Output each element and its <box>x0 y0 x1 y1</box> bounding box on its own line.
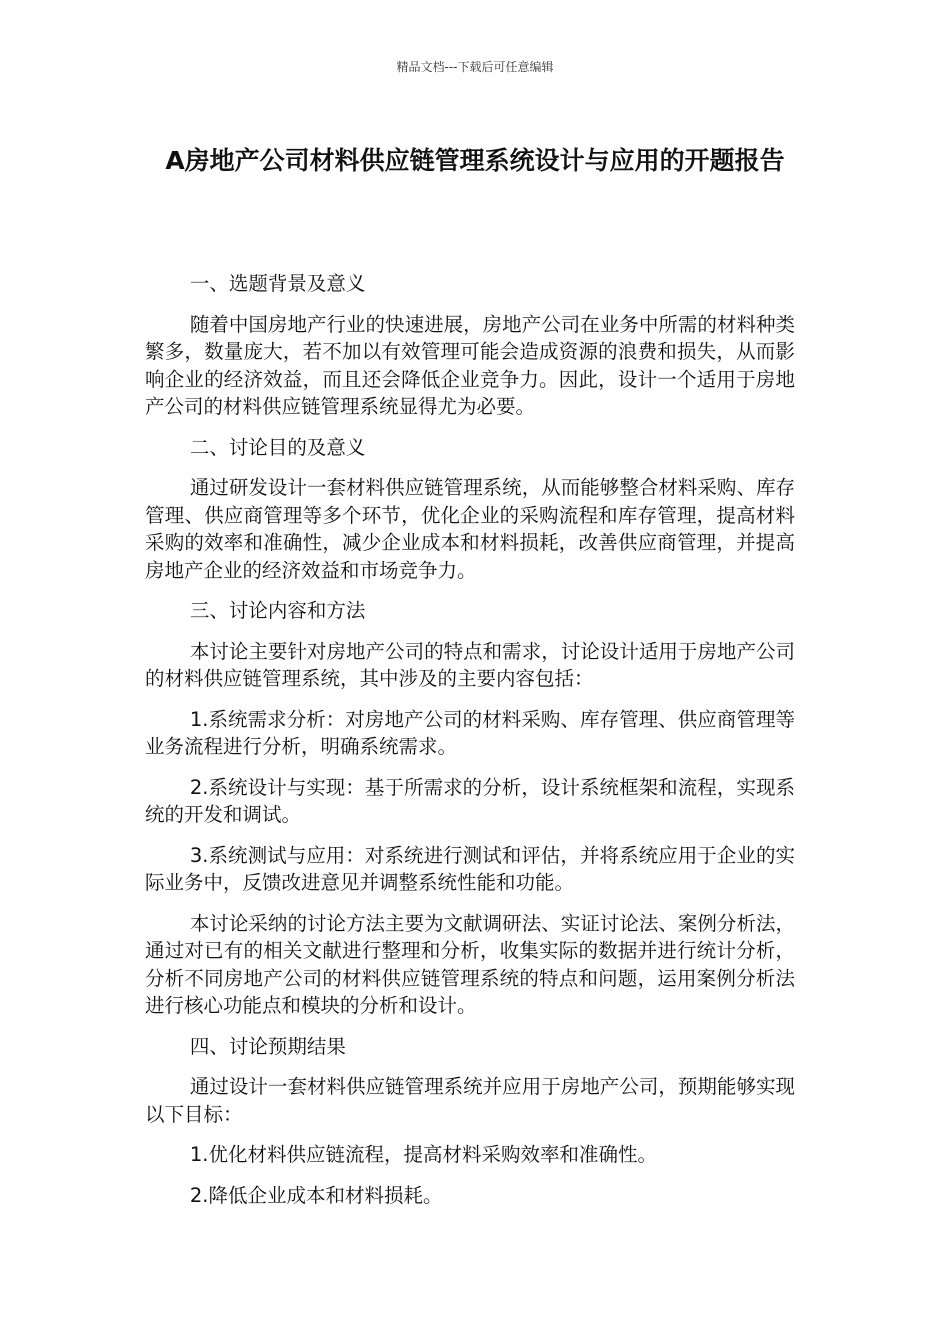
list-item: 1.系统需求分析：对房地产公司的材料采购、库存管理、供应商管理等业务流程进行分析，明确系统需求。 <box>145 707 795 758</box>
section-heading: 一、选题背景及意义 <box>189 272 366 295</box>
document-body <box>145 270 795 1222</box>
body-paragraph: 随着中国房地产行业的快速进展，房地产公司在业务中所需的材料种类繁多，数量庞大，若不加以有效管理可能会造成资源的浪费和损失，从而影响企业的经济效益，而且还会降低企业竞争力。因此，设计一个适用于房地产公司的材料供应链管理系统显得尤为必要。 <box>145 312 795 418</box>
list-item: 3.系统测试与应用：对系统进行测试和评估，并将系统应用于企业的实际业务中，反馈改进意见并调整系统性能和功能。 <box>145 843 795 894</box>
body-paragraph: 通过设计一套材料供应链管理系统并应用于房地产公司，预期能够实现以下目标： <box>145 1075 795 1126</box>
list-item: 1.优化材料供应链流程，提高材料采购效率和准确性。 <box>189 1143 657 1166</box>
body-paragraph: 本讨论采纳的讨论方法主要为文献调研法、实证讨论法、案例分析法，通过对已有的相关文献进行整理和分析，收集实际的数据并进行统计分析，分析不同房地产公司的材料供应链管理系统的特点和问题，运用案例分析法进行核心功能点和模块的分析和设计。 <box>145 911 795 1017</box>
section-heading: 四、讨论预期结果 <box>189 1034 346 1058</box>
body-paragraph: 通过研发设计一套材料供应链管理系统，从而能够整合材料采购、库存管理、供应商管理等多个环节，优化企业的采购流程和库存管理，提高材料采购的效率和准确性，减少企业成本和材料损耗，改善供应商管理，并提高房地产企业的经济效益和市场竞争力。 <box>145 476 795 582</box>
document-title: A房地产公司材料供应链管理系统设计与应用的开题报告 <box>165 146 785 175</box>
section-heading: 三、讨论内容和方法 <box>189 599 366 622</box>
section-heading: 二、讨论目的及意义 <box>189 435 366 459</box>
list-item: 2.降低企业成本和材料损耗。 <box>189 1183 443 1207</box>
body-paragraph: 本讨论主要针对房地产公司的特点和需求，讨论设计适用于房地产公司的材料供应链管理系统，其中涉及的主要内容包括： <box>145 639 795 690</box>
page-header-note: 精品文档---下载后可任意编辑 <box>396 60 554 74</box>
list-item: 2.系统设计与实现：基于所需求的分析，设计系统框架和流程，实现系统的开发和调试。 <box>145 775 795 826</box>
